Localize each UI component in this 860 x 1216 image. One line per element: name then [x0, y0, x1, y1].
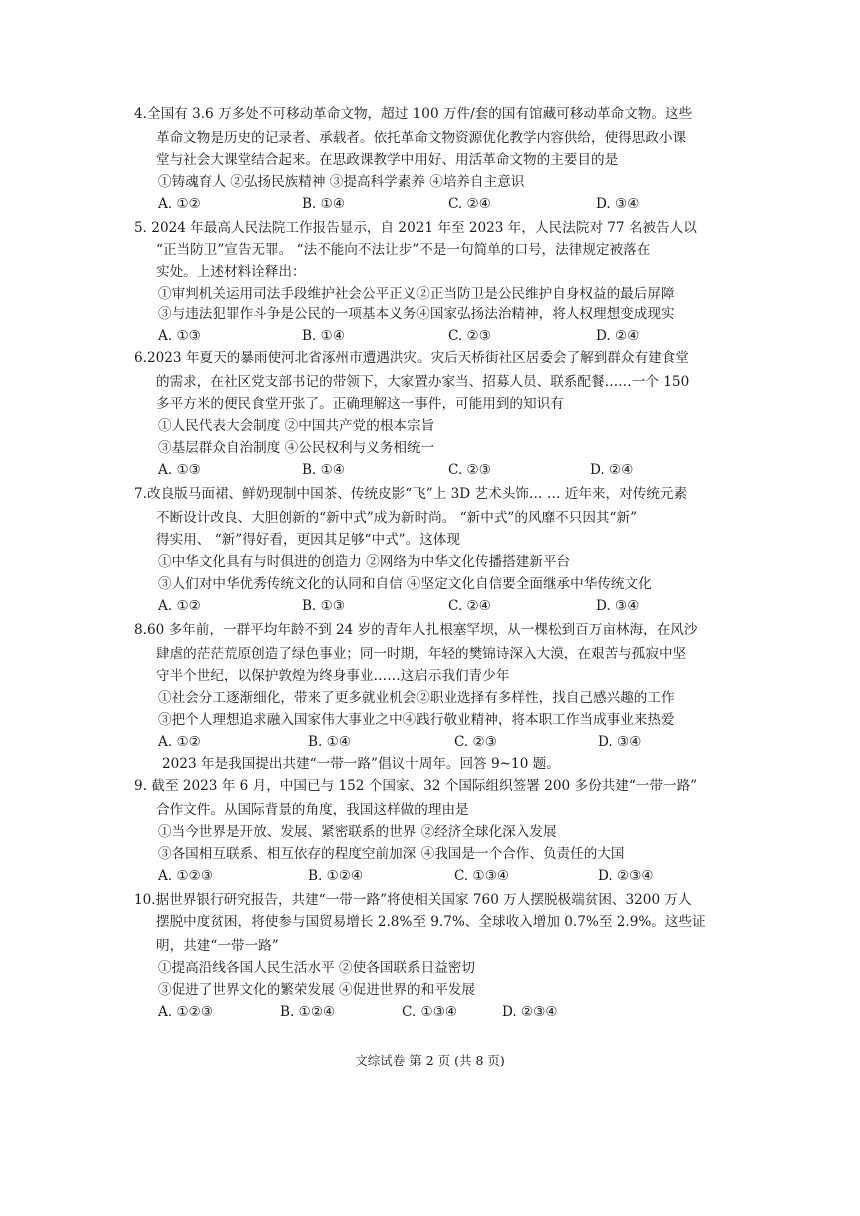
question-7-stem-line-2: 不断设计改良、大胆创新的“新中式”成为新时尚。 “新中式”的风靡不只因其“新” — [156, 510, 638, 526]
question-4-choice-c: C. ②④ — [448, 196, 491, 212]
question-8-choice-c: C. ②③ — [454, 734, 497, 750]
question-4-choice-d: D. ③④ — [596, 196, 640, 212]
question-8-choice-b: B. ①④ — [308, 734, 352, 750]
question-6-stem-line-1: 6.2023 年夏天的暴雨使河北省涿州市遭遇洪灾。灾后天桥街社区居委会了解到群众有建食堂 — [134, 350, 689, 366]
question-5-choice-c: C. ②③ — [448, 328, 491, 344]
question-10-choice-d: D. ②③④ — [502, 1004, 558, 1020]
question-8-items-line-1: ①社会分工逐渐细化，带来了更多就业机会②职业选择有多样性，找自己感兴趣的工作 — [158, 690, 675, 706]
question-7-choice-a: A. ①② — [158, 598, 201, 614]
question-6-choice-a: A. ①③ — [158, 462, 201, 478]
question-10-stem-line-1: 10.据世界银行研究报告，共建“一带一路”将使相关国家 760 万人摆脱极端贫困、3200 万人 — [134, 892, 692, 908]
question-6-items-line-1: ①人民代表大会制度 ②中国共产党的根本宗旨 — [158, 418, 435, 434]
question-6-stem-line-3: 多平方米的便民食堂开张了。正确理解这一事件，可能用到的知识有 — [156, 396, 564, 412]
question-10-items-line-1: ①提高沿线各国人民生活水平 ②使各国联系日益密切 — [158, 960, 475, 976]
question-5-items-line-2: ③与违法犯罪作斗争是公民的一项基本义务④国家弘扬法治精神，将人权理想变成现实 — [158, 306, 675, 322]
question-7-stem-line-3: 得实用、 “新”得好看，更因其足够“中式”。这体现 — [156, 532, 460, 548]
question-4-stem-line-2: 革命文物是历史的记录者、承载者。依托革命文物资源优化教学内容供给，使得思政小课 — [156, 130, 687, 146]
question-7-items-line-1: ①中华文化具有与时俱进的创造力 ②网络为中华文化传播搭建新平台 — [158, 554, 571, 570]
question-9-stem-line-1: 9. 截至 2023 年 6 月，中国已与 152 个国家、32 个国际组织签署 200 多份共建“一带一路” — [134, 778, 698, 794]
question-10-choice-a: A. ①②③ — [158, 1004, 214, 1020]
question-9-items-line-2: ③各国相互联系、相互依存的程度空前加深 ④我国是一个合作、负责任的大国 — [158, 846, 625, 862]
question-10-choice-c: C. ①③④ — [402, 1004, 458, 1020]
question-5-stem-line-2: “正当防卫”宣告无罪。 “法不能向不法让步”不是一句简单的口号，法律规定被落在 — [156, 242, 651, 258]
question-6-choice-b: B. ①④ — [302, 462, 346, 478]
question-6-choice-c: C. ②③ — [448, 462, 491, 478]
question-5-choice-a: A. ①③ — [158, 328, 201, 344]
question-7-choice-d: D. ③④ — [596, 598, 640, 614]
question-4-stem-line-3: 堂与社会大课堂结合起来。在思政课教学中用好、用活革命文物的主要目的是 — [156, 152, 619, 168]
question-4-choice-b: B. ①④ — [302, 196, 346, 212]
question-7-choice-b: B. ①③ — [302, 598, 346, 614]
question-10-stem-line-3: 明，共建“一带一路” — [156, 938, 279, 954]
question-9-stem-line-2: 合作文件。从国际背景的角度，我国这样做的理由是 — [156, 802, 469, 818]
question-10-stem-line-2: 摆脱中度贫困，将使参与国贸易增长 2.8%至 9.7%、全球收入增加 0.7%至 2.9%。这些证 — [156, 914, 706, 930]
question-9-choice-d: D. ②③④ — [598, 868, 654, 884]
question-5-items-line-1: ①审判机关运用司法手段维护社会公平正义②正当防卫是公民维护自身权益的最后屏障 — [158, 286, 675, 302]
question-9-choice-c: C. ①③④ — [454, 868, 510, 884]
question-7-items-line-2: ③人们对中华优秀传统文化的认同和自信 ④坚定文化自信要全面继承中华传统文化 — [158, 576, 652, 592]
question-10-items-line-2: ③促进了世界文化的繁荣发展 ④促进世界的和平发展 — [158, 982, 475, 998]
question-5-choice-d: D. ②④ — [596, 328, 640, 344]
question-4-items: ①铸魂育人 ②弘扬民族精神 ③提高科学素养 ④培养自主意识 — [158, 174, 525, 190]
section-intro: 2023 年是我国提出共建“一带一路”倡议十周年。回答 9~10 题。 — [162, 756, 560, 772]
question-5-stem-line-1: 5. 2024 年最高人民法院工作报告显示，自 2021 年至 2023 年，人民法院对 77 名被告人以 — [134, 220, 697, 236]
question-8-choice-d: D. ③④ — [598, 734, 642, 750]
question-6-choice-d: D. ②④ — [590, 462, 634, 478]
question-8-stem-line-1: 8.60 多年前，一群平均年龄不到 24 岁的青年人扎根塞罕坝，从一棵松到百万亩林海，在风沙 — [134, 622, 698, 638]
question-8-stem-line-3: 守半个世纪，以保护敦煌为终身事业……这启示我们青少年 — [156, 668, 510, 684]
question-8-stem-line-2: 肆虐的茫茫荒原创造了绿色事业；同一时期，年轻的樊锦诗深入大漠，在艰苦与孤寂中坚 — [156, 646, 687, 662]
question-5-stem-line-3: 实处。上述材料诠释出： — [156, 264, 306, 280]
question-9-choice-a: A. ①②③ — [158, 868, 214, 884]
question-9-choice-b: B. ①②④ — [308, 868, 364, 884]
question-7-stem-line-1: 7.改良版马面裙、鲜奶现制中国茶、传统皮影“飞”上 3D 艺术头饰… … 近年来，对传统元素 — [134, 486, 688, 502]
question-8-items-line-2: ③把个人理想追求融入国家伟大事业之中④践行敬业精神，将本职工作当成事业来热爱 — [158, 712, 675, 728]
question-4-stem-line-1: 4.全国有 3.6 万多处不可移动革命文物，超过 100 万件/套的国有馆藏可移动革命文物。这些 — [134, 106, 693, 122]
question-9-items-line-1: ①当今世界是开放、发展、紧密联系的世界 ②经济全球化深入发展 — [158, 824, 557, 840]
question-6-stem-line-2: 的需求，在社区党支部书记的带领下，大家置办家当、招募人员、联系配餐……一个 150 — [156, 374, 690, 390]
question-6-items-line-2: ③基层群众自治制度 ④公民权利与义务相统一 — [158, 440, 435, 456]
question-8-choice-a: A. ①② — [158, 734, 201, 750]
question-7-choice-c: C. ②④ — [448, 598, 491, 614]
question-5-choice-b: B. ①④ — [302, 328, 346, 344]
question-4-choice-a: A. ①② — [158, 196, 201, 212]
question-10-choice-b: B. ①②④ — [280, 1004, 336, 1020]
page-footer: 文综试卷 第 2 页 (共 8 页) — [355, 1053, 505, 1068]
